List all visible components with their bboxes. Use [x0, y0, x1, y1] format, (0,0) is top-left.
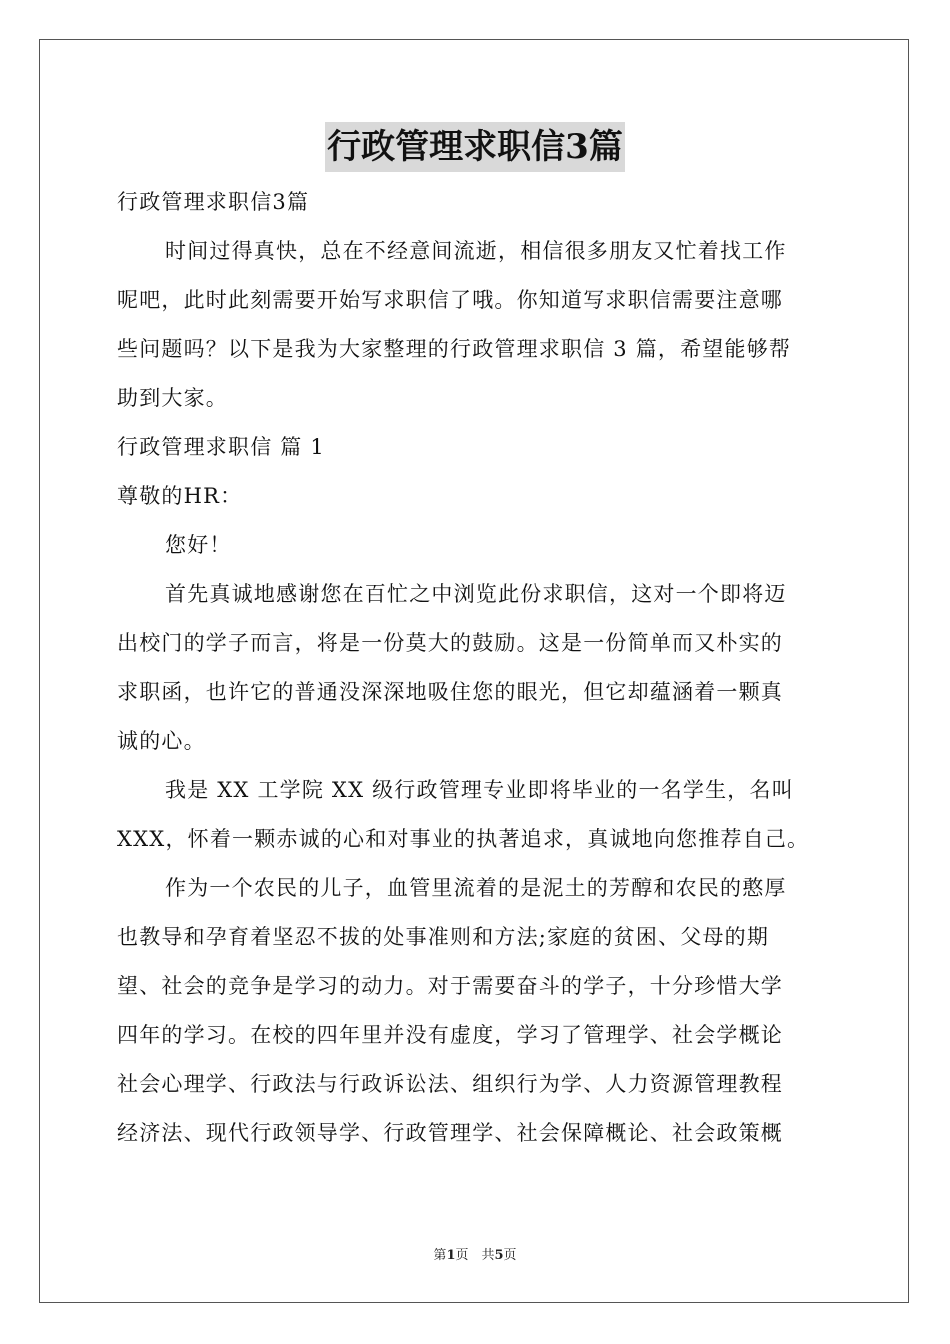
thanks-paragraph — [117, 570, 833, 766]
total-page-number: 5 — [494, 1248, 504, 1263]
text-line: 也教导和孕育着坚忍不拔的处事准则和方法;家庭的贫困、父母的期 — [117, 925, 770, 949]
self-intro-paragraph — [117, 766, 833, 864]
subtitle-line: 行政管理求职信3篇 — [117, 190, 310, 214]
text-line: 求职函，也许它的普通没深深地吸住您的眼光，但它却蕴涵着一颗真 — [117, 680, 783, 704]
text-line: 时间过得真快，总在不经意间流逝，相信很多朋友又忙着找工作 — [165, 239, 787, 263]
salutation: 尊敬的HR： — [117, 484, 243, 508]
text-line: 四年的学习。在校的四年里并没有虚度，学习了管理学、社会学概论 — [117, 1023, 783, 1047]
text-line: 出校门的学子而言，将是一份莫大的鼓励。这是一份简单而又朴实的 — [117, 631, 783, 655]
greeting-paragraph — [117, 521, 833, 570]
document-title: 行政管理求职信3篇 — [325, 122, 625, 172]
text-line: 您好！ — [165, 533, 232, 557]
page-mid: 页 共 — [455, 1248, 495, 1263]
text-line: XXX，怀着一颗赤诚的心和对事业的执著追求，真诚地向您推荐自己。 — [117, 827, 810, 851]
intro-paragraph — [117, 227, 833, 423]
section-heading: 行政管理求职信 篇 1 — [117, 435, 325, 459]
page-suffix: 页 — [503, 1248, 517, 1263]
background-paragraph — [117, 864, 833, 1158]
text-line: 呢吧，此时此刻需要开始写求职信了哦。你知道写求职信需要注意哪 — [117, 288, 783, 312]
text-line: 诚的心。 — [117, 729, 206, 753]
text-line: 首先真诚地感谢您在百忙之中浏览此份求职信，这对一个即将迈 — [165, 582, 787, 606]
text-line: 社会心理学、行政法与行政诉讼法、组织行为学、人力资源管理教程 — [117, 1072, 783, 1096]
title-container — [0, 122, 950, 172]
page-footer — [0, 1244, 950, 1263]
current-page-number: 1 — [446, 1248, 456, 1263]
page-prefix: 第 — [433, 1248, 447, 1263]
text-line: 作为一个农民的儿子，血管里流着的是泥土的芳醇和农民的憨厚 — [165, 876, 787, 900]
text-line: 助到大家。 — [117, 386, 228, 410]
text-line: 望、社会的竞争是学习的动力。对于需要奋斗的学子，十分珍惜大学 — [117, 974, 783, 998]
document-body — [117, 178, 833, 1158]
text-line: 些问题吗？以下是我为大家整理的行政管理求职信 3 篇，希望能够帮 — [117, 337, 792, 361]
text-line: 我是 XX 工学院 XX 级行政管理专业即将毕业的一名学生，名叫 — [165, 778, 794, 802]
text-line: 经济法、现代行政领导学、行政管理学、社会保障概论、社会政策概 — [117, 1121, 783, 1145]
